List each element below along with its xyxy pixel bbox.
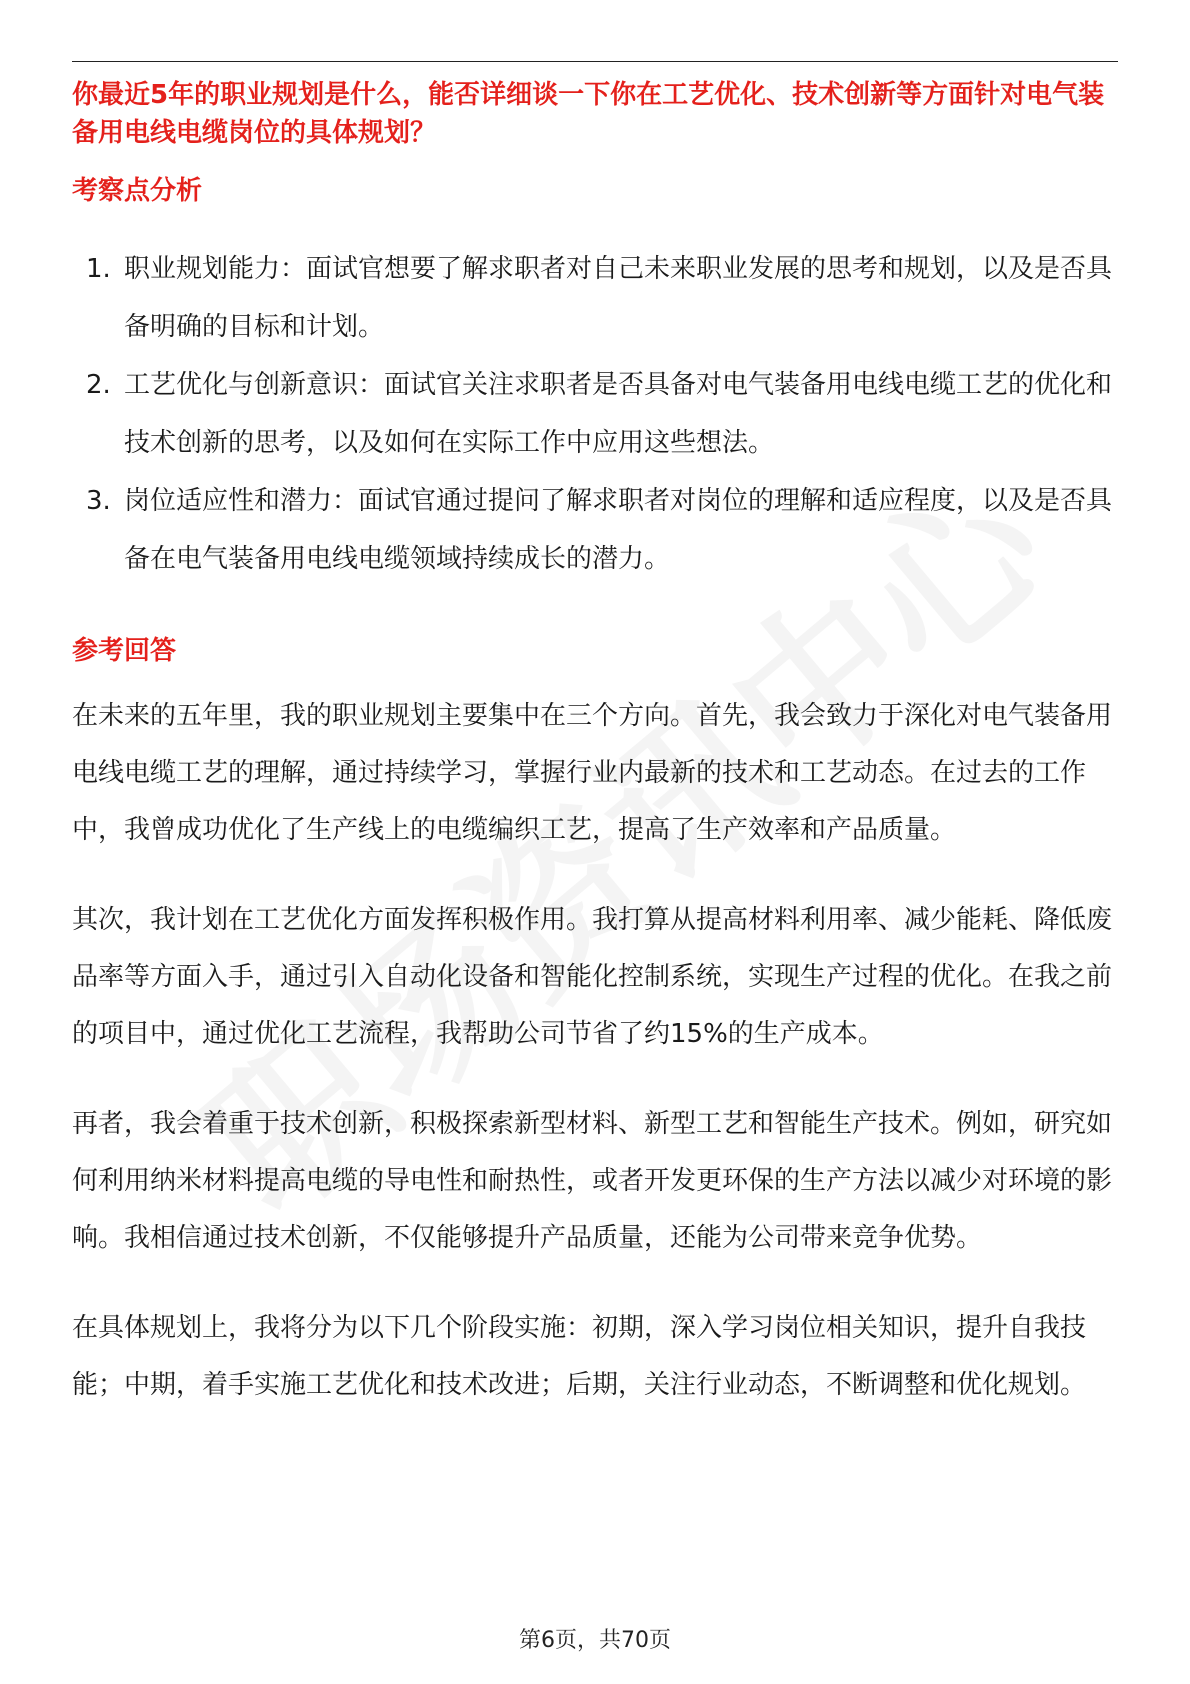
list-item [72, 472, 1118, 588]
list-item [72, 356, 1118, 472]
answer-heading: 参考回答 [72, 636, 177, 666]
answer-paragraph: 其次，我计划在工艺优化方面发挥积极作用。我打算从提高材料利用率、减少能耗、降低废品率等方面入手，通过引入自动化设备和智能化控制系统，实现生产过程的优化。在我之前的项目中，通过优化工艺流程，我帮助公司节省了约15%的生产成本。 [72, 905, 1113, 1049]
list-item-text: 岗位适应性和潜力：面试官通过提问了解求职者对岗位的理解和适应程度，以及是否具备在电气装备用电线电缆领域持续成长的潜力。 [124, 486, 1113, 574]
list-item-number: 3. [86, 486, 111, 516]
answer-paragraph: 在未来的五年里，我的职业规划主要集中在三个方向。首先，我会致力于深化对电气装备用电线电缆工艺的理解，通过持续学习，掌握行业内最新的技术和工艺动态。在过去的工作中，我曾成功优化了生产线上的电缆编织工艺，提高了生产效率和产品质量。 [72, 701, 1113, 845]
header-rule [72, 61, 1118, 62]
list-item-number: 1. [86, 254, 111, 284]
answer-paragraph: 在具体规划上，我将分为以下几个阶段实施：初期，深入学习岗位相关知识，提升自我技能；中期，着手实施工艺优化和技术改进；后期，关注行业动态，不断调整和优化规划。 [72, 1313, 1087, 1400]
question-text: 你最近5年的职业规划是什么，能否详细谈一下你在工艺优化、技术创新等方面针对电气装备用电线电缆岗位的具体规划？ [72, 80, 1105, 148]
page-content [72, 76, 1118, 1414]
list-item [72, 240, 1118, 356]
analysis-list [72, 240, 1118, 588]
page-footer: 第6页，共70页 [519, 1628, 671, 1653]
list-item-number: 2. [86, 370, 111, 400]
answer-paragraph: 再者，我会着重于技术创新，积极探索新型材料、新型工艺和智能生产技术。例如，研究如何利用纳米材料提高电缆的导电性和耐热性，或者开发更环保的生产方法以减少对环境的影响。我相信通过技术创新，不仅能够提升产品质量，还能为公司带来竞争优势。 [72, 1109, 1113, 1253]
list-item-text: 工艺优化与创新意识：面试官关注求职者是否具备对电气装备用电线电缆工艺的优化和技术创新的思考，以及如何在实际工作中应用这些想法。 [124, 370, 1113, 458]
list-item-text: 职业规划能力：面试官想要了解求职者对自己未来职业发展的思考和规划，以及是否具备明确的目标和计划。 [124, 254, 1113, 342]
analysis-heading: 考察点分析 [72, 176, 203, 206]
